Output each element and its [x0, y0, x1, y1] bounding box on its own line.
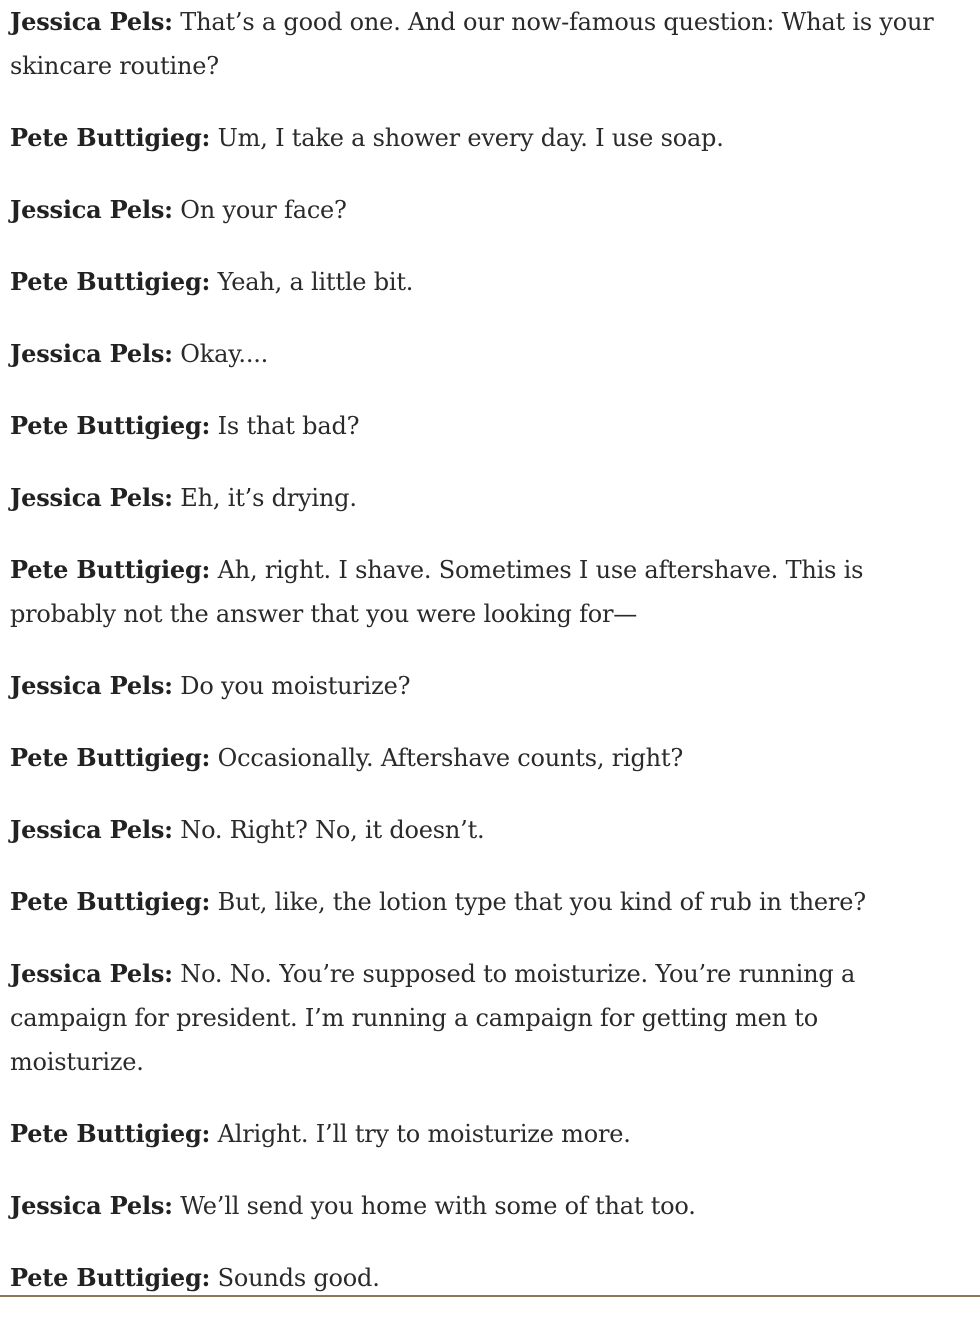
speech-text: Yeah, a little bit. — [217, 268, 414, 296]
speaker-name: Pete Buttigieg: — [10, 743, 211, 772]
speaker-name: Jessica Pels: — [10, 195, 173, 224]
speech-text: No. Right? No, it doesn’t. — [180, 816, 485, 844]
transcript-line — [10, 808, 940, 852]
bottom-divider — [0, 1295, 980, 1297]
speaker-name: Jessica Pels: — [10, 483, 173, 512]
speaker-name: Pete Buttigieg: — [10, 267, 211, 296]
speaker-name: Pete Buttigieg: — [10, 1119, 211, 1148]
speech-text: Okay.... — [180, 340, 269, 368]
speech-text: Ah, right. I shave. Sometimes I use aftershave. This is probably not the answer that you were looking for— — [10, 556, 864, 628]
speech-text: Sounds good. — [217, 1264, 380, 1292]
speaker-name: Pete Buttigieg: — [10, 123, 211, 152]
speaker-name: Jessica Pels: — [10, 1191, 173, 1220]
speech-text: Do you moisturize? — [180, 672, 411, 700]
transcript-line — [10, 404, 940, 448]
transcript-line — [10, 332, 940, 376]
transcript-line — [10, 1112, 940, 1156]
speech-text: Occasionally. Aftershave counts, right? — [217, 744, 684, 772]
speaker-name: Jessica Pels: — [10, 339, 173, 368]
speech-text: Um, I take a shower every day. I use soap. — [217, 124, 724, 152]
transcript-line — [10, 880, 940, 924]
speech-text: Alright. I’ll try to moisturize more. — [217, 1120, 631, 1148]
transcript-line — [10, 188, 940, 232]
speaker-name: Pete Buttigieg: — [10, 1263, 211, 1292]
transcript-line — [10, 548, 940, 636]
speaker-name: Pete Buttigieg: — [10, 555, 211, 584]
speech-text: On your face? — [180, 196, 347, 224]
transcript-line — [10, 664, 940, 708]
speech-text: We’ll send you home with some of that too. — [180, 1192, 696, 1220]
speaker-name: Jessica Pels: — [10, 7, 173, 36]
transcript-line — [10, 260, 940, 304]
speech-text: That’s a good one. And our now-famous question: What is your skincare routine? — [10, 8, 934, 80]
speech-text: No. No. You’re supposed to moisturize. You’re running a campaign for president. I’m running a campaign for getting men to moisturize. — [10, 960, 856, 1076]
speaker-name: Pete Buttigieg: — [10, 887, 211, 916]
speaker-name: Jessica Pels: — [10, 671, 173, 700]
speech-text: But, like, the lotion type that you kind of rub in there? — [217, 888, 866, 916]
transcript-line — [10, 1184, 940, 1228]
speech-text: Eh, it’s drying. — [180, 484, 357, 512]
transcript-line — [10, 116, 940, 160]
transcript-line — [10, 1256, 940, 1300]
speaker-name: Jessica Pels: — [10, 959, 173, 988]
transcript-line — [10, 736, 940, 780]
transcript-line — [10, 476, 940, 520]
speech-text: Is that bad? — [217, 412, 360, 440]
interview-transcript — [10, 0, 940, 1328]
transcript-line — [10, 952, 940, 1084]
speaker-name: Pete Buttigieg: — [10, 411, 211, 440]
transcript-line — [10, 0, 940, 88]
speaker-name: Jessica Pels: — [10, 815, 173, 844]
